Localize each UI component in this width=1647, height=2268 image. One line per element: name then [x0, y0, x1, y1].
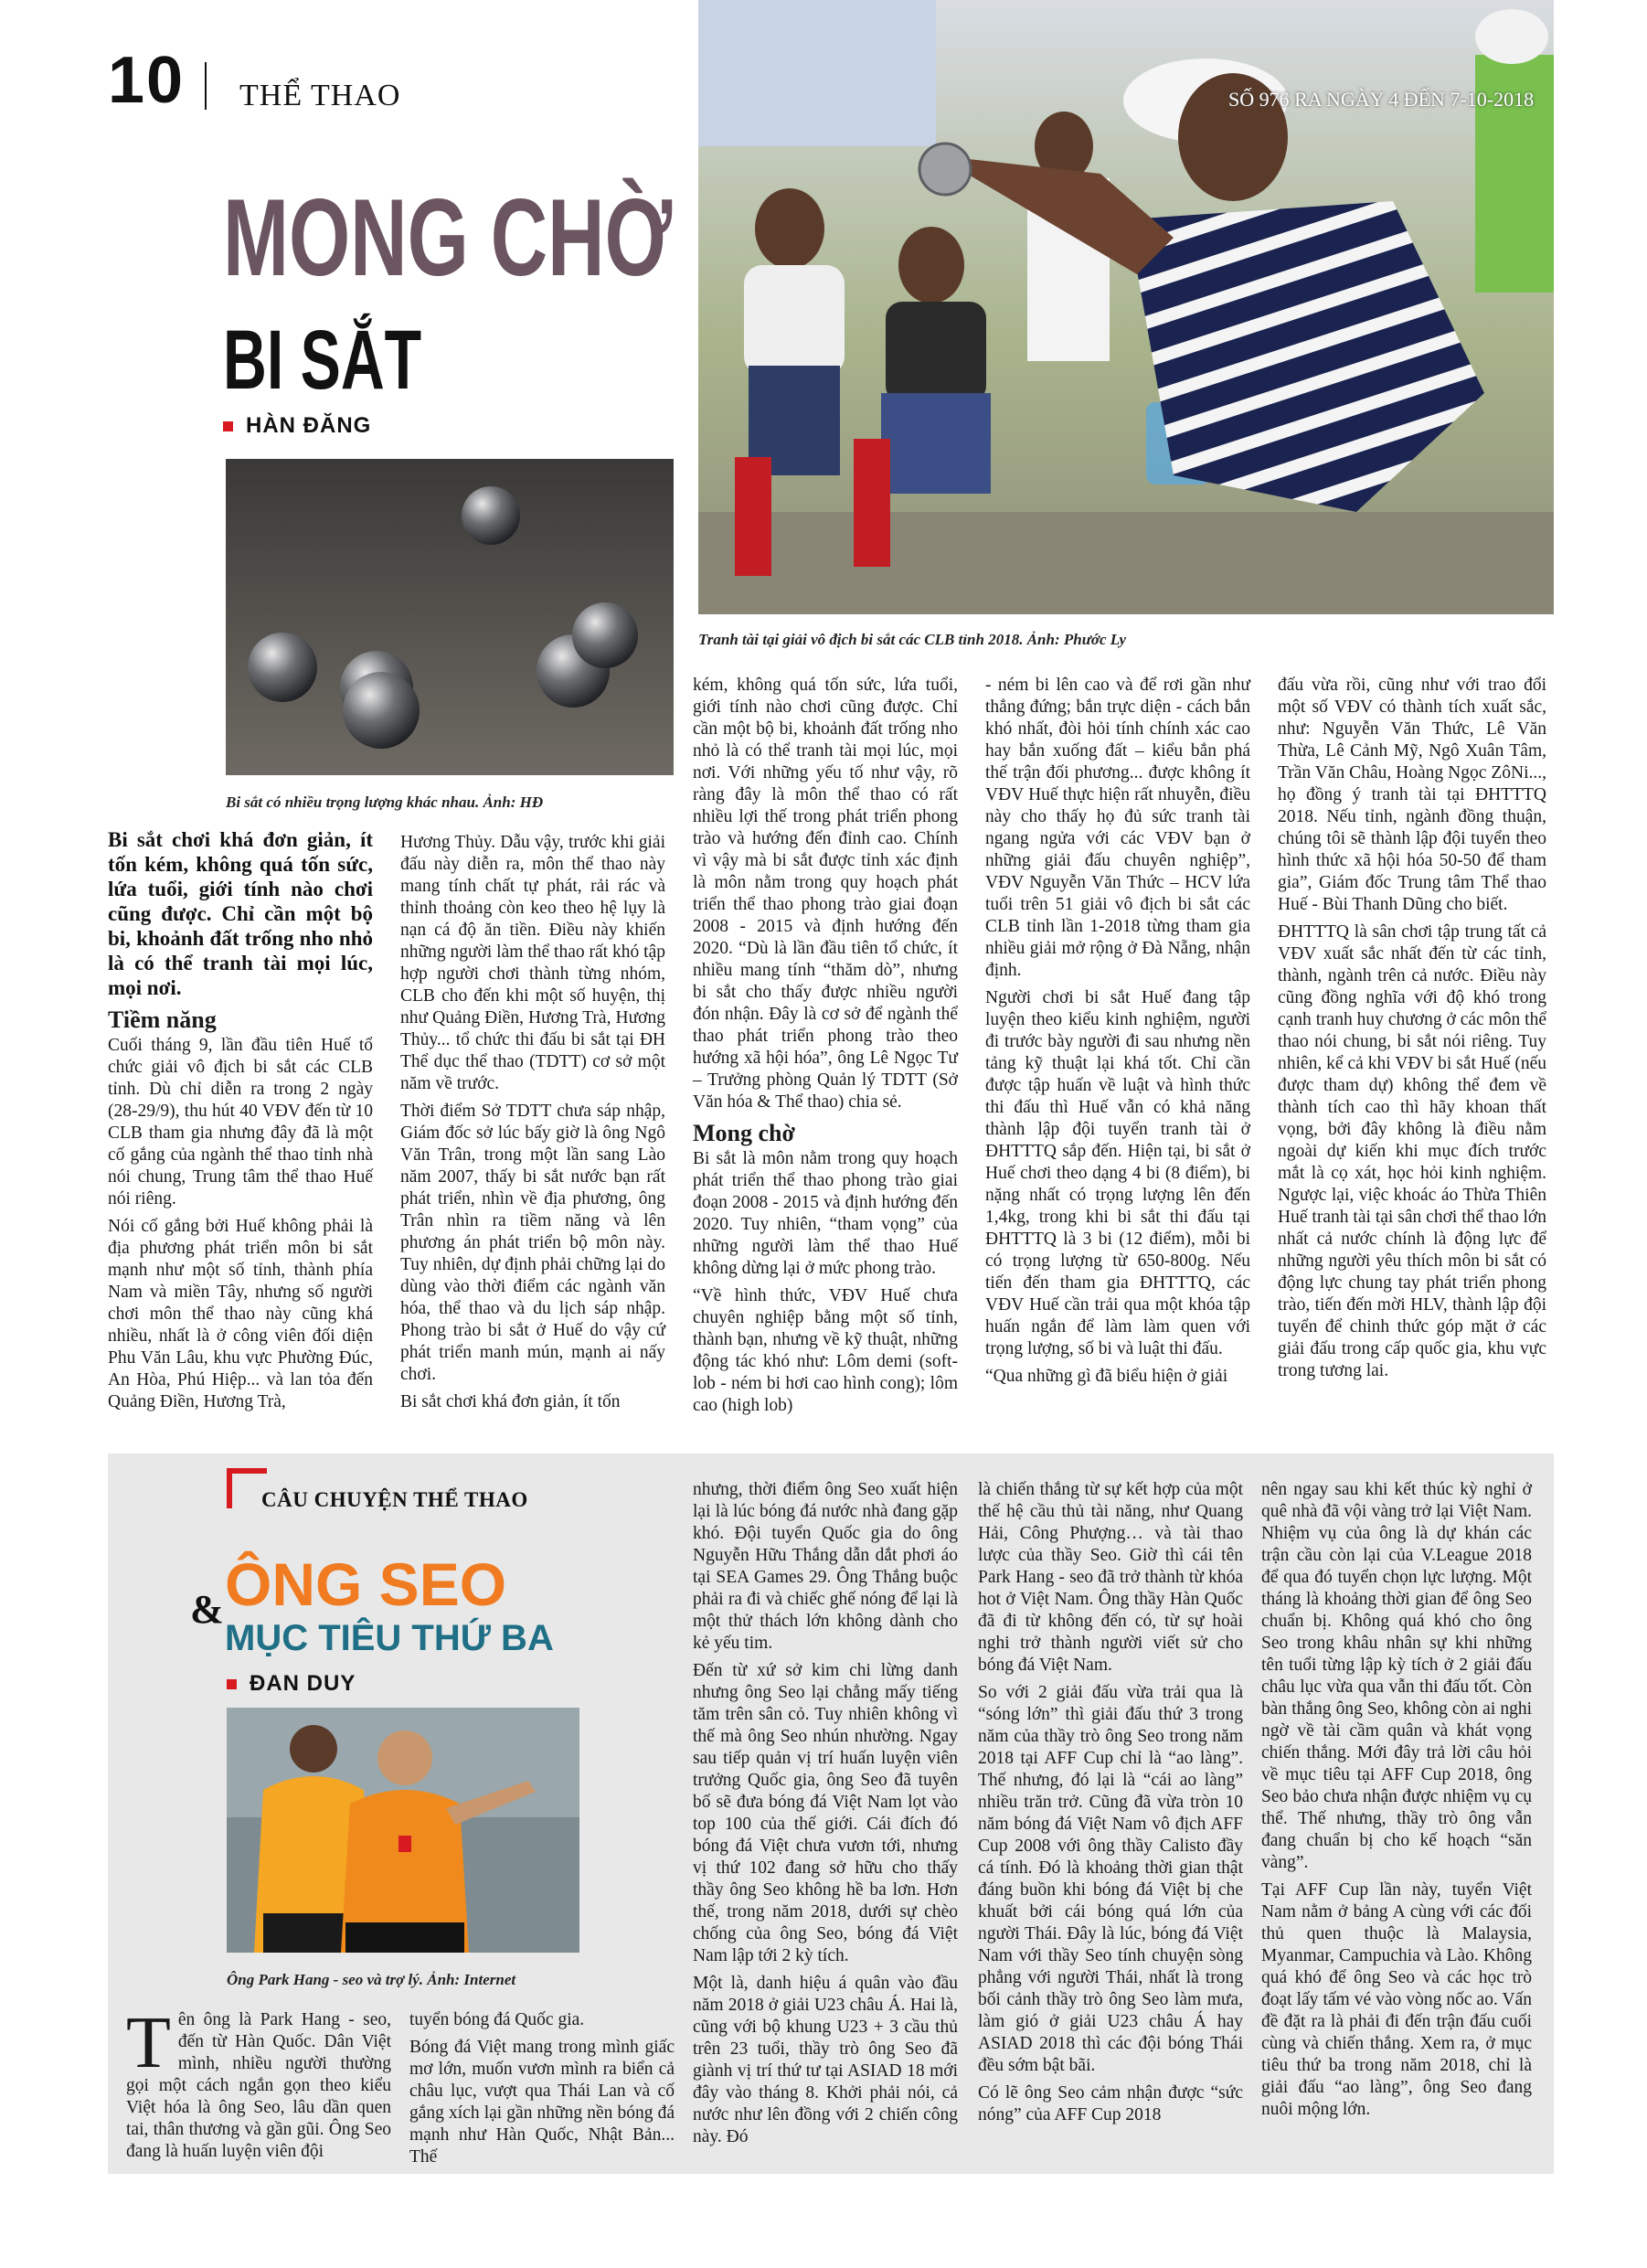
paragraph: Nói cố gắng bởi Huế không phải là địa phương phát triển môn bi sắt mạnh như một số tỉnh, thành phía Nam và miền Tây, nhưng số người chơi môn thể thao này cũng khá nhiều, nhất là ở công viên đối diện Phu Văn Lâu, khu vực Phường Đúc, An Hòa, Phú Hiệp... và lan tỏa đến Quảng Điền, Hương Trà,	[108, 1217, 373, 1411]
paragraph: Hương Thủy. Dẫu vậy, trước khi giải đấu này diễn ra, môn thể thao này mang tính chất tự phát, rải rác và thỉnh thoảng còn keo theo hệ lụy là nạn cá độ ăn tiền. Điều này khiến những người làm thể thao rất khó tập hợp người chơi thành từng nhóm, CLB cho đến khi một số huyện, thị như Quảng Điền, Hương Trà, Hương Thủy... tổ chức thi đấu bi sắt tại ĐH Thể dục thể thao (TDTT) cơ sở một năm về trước.	[400, 833, 665, 1093]
paragraph: Có lẽ ông Seo cảm nhận được “sức nóng” của AFF Cup 2018	[978, 2083, 1243, 2124]
paragraph: Tại AFF Cup lần này, tuyển Việt Nam nằm ở bảng A cùng với các đối thủ quen thuộc là Malaysia, Myanmar, Campuchia và Lào. Không quá khó để ông Seo và các học trò đoạt lấy tấm vé vào vòng nốc ao. Vấn đề đặt ra là phải đi đến trận đấu cuối cùng và chiến thắng. Xem ra, ở mục tiêu thứ ba trong năm 2018, chỉ là giải đấu “ao làng”, ông Seo đang nuôi mộng lớn.	[1261, 1880, 1532, 2119]
header-divider	[205, 62, 207, 110]
issue-date: SỐ 976 RA NGÀY 4 ĐẾN 7-10-2018	[1228, 88, 1535, 111]
ampersand: &	[190, 1587, 224, 1632]
subheading: Mong chờ	[693, 1120, 795, 1146]
box-column-3	[693, 1479, 958, 2154]
paragraph-text: ên ông là Park Hang - seo, đến từ Hàn Quốc. Dân Việt mình, nhiều người thường gọi một cách ngắn gọn theo kiểu Việt hóa là ông Seo, lâu dần quen tai, thân thương và gần gũi. Ông Seo đang là huấn luyện viên đội	[126, 2010, 391, 2161]
article-lead: Bi sắt chơi khá đơn giản, ít tốn kém, không quá tốn sức, lứa tuổi, giới tính nào chơi cũng được. Chỉ cần một bộ bi, khoảnh đất trống nho nhỏ là có thể tranh tài mọi lúc, mọi nơi.	[108, 828, 373, 999]
article-title-line2: BI SẮT	[223, 314, 422, 407]
box-column-2	[409, 2009, 675, 2174]
paragraph	[126, 2003, 391, 2163]
paragraph: Một là, danh hiệu á quân vào đầu năm 2018 ở giải U23 châu Á. Hai là, cũng với bộ khung U23 + 3 cầu thủ trên 23 tuổi, thầy trò ông Seo đã giành vị trí thứ tư tại ASIAD 18 mới đây vào tháng 8. Khởi phải nói, cả nước như lên đồng với 2 chiến công này. Đó	[693, 1974, 958, 2146]
article-title-line1: ÔNG SEO	[225, 1550, 507, 1618]
paragraph: đấu vừa rồi, cũng như với trao đổi một số VĐV có thành tích xuất sắc, như: Nguyễn Văn Thức, Lê Văn Thừa, Lê Cảnh Mỹ, Ngô Xuân Tâm, Trần Văn Châu, Hoàng Ngọc ZôNi..., họ đồng ý tranh tài tại ĐHTTTQ 2018. Nếu tỉnh, ngành đồng thuận, chúng tôi sẽ thành lập đội tuyển theo hình thức xã hội hóa 50-50 để tham gia”, Giám đốc Trung tâm Thể thao Huế - Bùi Thanh Dũng cho biết.	[1278, 676, 1546, 914]
article-column-4	[985, 675, 1250, 1393]
section-name: THỂ THAO	[239, 79, 401, 112]
paragraph: Cuối tháng 9, lần đầu tiên Huế tổ chức giải vô địch bi sắt các CLB tỉnh. Dù chỉ diễn ra trong 2 ngày (28-29/9), thu hút 40 VĐV đến từ 10 CLB tham gia nhưng đây đã là một cố gắng của ngành thể thao tỉnh nhà nói chung, Trung tâm thể thao Huế nói riêng.	[108, 1036, 373, 1209]
coaches-photo	[227, 1708, 579, 1953]
paragraph: nên ngay sau khi kết thúc kỳ nghỉ ở quê nhà đã vội vàng trở lại Việt Nam. Nhiệm vụ của ông là dự khán các trận cầu còn lại của V.League 2018 để qua đó tuyển chọn lực lượng. Một tháng là khoảng thời gian để ông Seo chuẩn bị. Không quá khó cho ông Seo trong khâu nhân sự khi những tên tuổi từng lập kỳ tích ở 2 giải đấu châu lục vừa qua vẫn thi đấu tốt. Còn bàn thắng ông Seo, không còn ai nghi ngờ về tài cầm quân và khát vọng chiến thắng. Mới đây trả lời câu hỏi về mục tiêu tại AFF Cup 2018, ông Seo bảo chưa nhận được nhiệm vụ cụ thể. Thế nhưng, thầy trò ông vẫn đang chuẩn bị cho kế hoạch “săn vàng”.	[1261, 1480, 1532, 1872]
paragraph: kém, không quá tốn sức, lứa tuổi, giới tính nào chơi cũng được. Chỉ cần một bộ bi, khoảnh đất trống nho nhỏ là có thể tranh tài mọi lúc, mọi nơi. Với những yếu tố như vậy, rõ ràng đây là môn thể thao có rất nhiều lợi thế trong phát triển phong trào và hướng đến đỉnh cao. Chính vì vậy mà bi sắt được tỉnh xác định là môn nằm trong quy hoạch phát triển thể thao phong trào giai đoạn 2008 - 2015 và định hướng đến 2020. “Dù là lần đầu tiên tổ chức, ít nhiều mang tính “thăm dò”, nhưng bi sắt cho thấy được nhiều người đón nhận. Đây là cơ sở để ngành thể thao phát triển phong trào theo hướng xã hội hóa”, ông Lê Ngọc Tư – Trưởng phòng Quản lý TDTT (Sở Văn hóa & Thể thao) chia sẻ.	[693, 676, 958, 1112]
box-column-1	[126, 2003, 391, 2168]
author-name: HÀN ĐĂNG	[246, 413, 372, 438]
byline-marker-icon	[223, 421, 233, 431]
photo-caption: Ông Park Hang - seo và trợ lý. Ảnh: Internet	[227, 1971, 516, 1988]
paragraph: nhưng, thời điểm ông Seo xuất hiện lại là lúc bóng đá nước nhà đang gặp khó. Đội tuyển Quốc gia do ông Nguyễn Hữu Thắng dẫn dắt phơi áo tại SEA Games 29. Ông Thắng buộc phải ra đi và chiếc ghế nóng để lại là một thử thách lớn không dành cho kẻ yếu tim.	[693, 1480, 958, 1653]
paragraph: là chiến thắng từ sự kết hợp của một thế hệ cầu thủ tài năng, như Quang Hải, Công Phượng… và tài thao lược của thầy Seo. Giờ thì cái tên Park Hang - seo đã trở thành từ khóa hot ở Việt Nam. Ông thầy Hàn Quốc đã đi từ không đến có, từ sự hoài nghi trở thành người viết sử cho bóng đá Việt Nam.	[978, 1480, 1243, 1675]
paragraph: Thời điểm Sở TDTT chưa sáp nhập, Giám đốc sở lúc bấy giờ là ông Ngô Văn Trân, trong một lần sang Lào năm 2007, thấy bi sắt nước bạn rất phát triển, nhìn về địa phương, ông Trân nhìn ra tiềm năng và lên phương án phát triển bộ môn này. Tuy nhiên, dự định phải chững lại do dùng vào thời điểm các ngành văn hóa, thể thao và du lịch sáp nhập. Phong trào bi sắt ở Huế do vậy cứ phát triển manh mún, mạnh ai nấy chơi.	[400, 1102, 665, 1384]
paragraph: - ném bi lên cao và để rơi gần như thẳng đứng; bắn trực diện - cách bắn khó nhất, đòi hỏi tính chính xác cao hay bắn xuống đất – kiểu bắn phá thế trận đối phương... được không ít VĐV Huế thực hiện rất nhuyễn, điều này cho thấy họ đủ sức tranh tài ngang ngửa với các VĐV bạn ở những giải đấu chuyên nghiệp”, VĐV Nguyễn Văn Thức – HCV lứa tuổi trên 51 giải vô địch bi sắt các CLB tỉnh lần 1-2018 từng tham gia nhiều giải mở rộng ở Đà Nẵng, nhận định.	[985, 676, 1250, 980]
paragraph: So với 2 giải đấu vừa trải qua là “sóng lớn” thì giải đấu thứ 3 trong năm của thầy trò ông Seo trong năm 2018 tại AFF Cup chỉ là “ao làng”. Thế nhưng, đó lại là “cái ao làng” nhiều trăn trở. Cũng đã vừa tròn 10 năm bóng đá Việt Nam vô địch AFF Cup 2008 với ông thầy Calisto đầy cá tính. Đó là khoảng thời gian thật đáng buồn khi bóng đá Việt bị che khuất bởi cái bóng quá lớn của người Thái. Đây là lúc, bóng đá Việt Nam với thầy Seo tính chuyện sòng phẳng với người Thái, nhất là trong bối cảnh thầy trò ông Seo làm mưa, làm gió ở giải U23 châu Á hay ASIAD 2018 thì các đội bóng Thái đều sớm bật bãi.	[978, 1683, 1243, 2075]
paragraph: “Về hình thức, VĐV Huế chưa chuyên nghiệp bằng một số tỉnh, thành bạn, nhưng về kỹ thuật, những động tác khó như: Lôm demi (soft-lob - ném bi hơi cao hình cong); lôm cao (high lob)	[693, 1286, 958, 1415]
byline-marker-icon	[227, 1679, 237, 1689]
drop-cap: T	[126, 2003, 171, 2083]
paragraph: ĐHTTTQ là sân chơi tập trung tất cả VĐV xuất sắc nhất đến từ các tỉnh, thành, ngành trên cả nước. Điều này cũng đồng nghĩa với độ khó trong cạnh tranh huy chương ở các môn thể thao nói chung, bi sắt nói riêng. Tuy nhiên, kể cả khi VĐV bi sắt Huế (nếu được tham dự) không thể đem về thành tích cao thì hãy khoan thất vọng, bởi đây không là điều nằm ngoài dự kiến khi mục đích trước mắt là cọ xát, học hỏi kinh nghiệm. Ngược lại, việc khoác áo Thừa Thiên Huế tranh tài tại sân chơi thể thao lớn nhất cả nước chính là động lực để những người yêu thích môn bi sắt có động lực chung tay phát triển phong trào, tiến đến mời HLV, thành lập đội tuyển để chinh thức góp mặt ở các giải đấu trong cấp quốc gia, khu vực trong tương lai.	[1278, 922, 1546, 1380]
box-column-5	[1261, 1479, 1532, 2126]
photo-caption: Tranh tài tại giải vô địch bi sắt các CLB tỉnh 2018. Ảnh: Phước Ly	[698, 631, 1127, 648]
byline	[223, 413, 371, 439]
box-column-4	[978, 1479, 1243, 2132]
photo-caption: Bi sắt có nhiều trọng lượng khác nhau. Ảnh: HĐ	[226, 793, 544, 811]
article-column-5	[1278, 675, 1546, 1388]
subheading: Tiềm năng	[108, 1006, 217, 1033]
petanque-balls-photo	[226, 459, 674, 775]
byline	[227, 1671, 356, 1697]
paragraph: Bi sắt chơi khá đơn giản, ít tốn	[400, 1392, 621, 1411]
paragraph: Đến từ xứ sở kim chi lừng danh nhưng ông Seo lại chẳng mấy tiếng tăm trên sân cỏ. Tuy nhiên không vì thế mà ông Seo nhún nhường. Ngay sau tiếp quản vị trí huấn luyện viên trưởng Quốc gia, ông Seo đã tuyên bố sẽ đưa bóng đá Việt Nam lọt vào top 100 của thế giới. Cái đích đó bóng đá Việt chưa vươn tới, nhưng vị thứ 102 đang sở hữu cho thấy thầy ông Seo không hề ba lơn. Hơn thế, trong năm 2018, dưới sự chèo chống của ông Seo, bóng đá Việt Nam lập tới 2 kỳ tích.	[693, 1661, 958, 1965]
paragraph: Bóng đá Việt mang trong mình giấc mơ lớn, muốn vươn mình ra biển cả châu lục, vượt qua Thái Lan và cố gắng xích lại gần những nền bóng đá mạnh như Hàn Quốc, Nhật Bản... Thế	[409, 2038, 675, 2167]
kicker: CÂU CHUYỆN THỂ THAO	[261, 1488, 528, 1511]
article-title-line1: MONG CHỜ	[223, 176, 673, 299]
article-title-line2: MỤC TIÊU THỨ BA	[225, 1618, 554, 1658]
paragraph: Bi sắt là môn nằm trong quy hoạch phát triển thể thao phong trào giai đoạn 2008 - 2015 và định hướng đến 2020. Tuy nhiên, “tham vọng” của những người làm thể thao Huế không dừng lại ở mức phong trào.	[693, 1149, 958, 1278]
article-column-1	[108, 827, 373, 1419]
paragraph: “Qua những gì đã biểu hiện ở giải	[985, 1367, 1228, 1386]
paragraph: tuyển bóng đá Quốc gia.	[409, 2010, 585, 2029]
article-column-2	[400, 832, 665, 1419]
article-column-3	[693, 675, 958, 1422]
page-number: 10	[108, 44, 186, 117]
paragraph: Người chơi bi sắt Huế đang tập luyện theo kiểu kinh nghiệm, người đi trước bày người đi sau nhưng nền tảng kỹ thuật lại khá tốt. Chỉ cần được tập huấn về luật và hình thức thi đấu thì Huế vẫn có khả năng thành lập đội tuyển tranh tài ở ĐHTTTQ sắp đến. Hiện tại, bi sắt ở Huế chơi theo dạng 4 bi (8 điểm), bi nặng nhất có trọng lượng lên đến 1,4kg, trong khi bi sắt thi đấu tại ĐHTTTQ là 3 bi (12 điểm), mỗi bi có trọng lượng từ 650-800g. Nếu tiến đến tham gia ĐHTTTQ, các VĐV Huế cần trải qua một khóa tập huấn ngắn để làm làm quen với trọng lượng, số bi và luật thi đấu.	[985, 988, 1250, 1358]
author-name: ĐAN DUY	[250, 1671, 356, 1696]
